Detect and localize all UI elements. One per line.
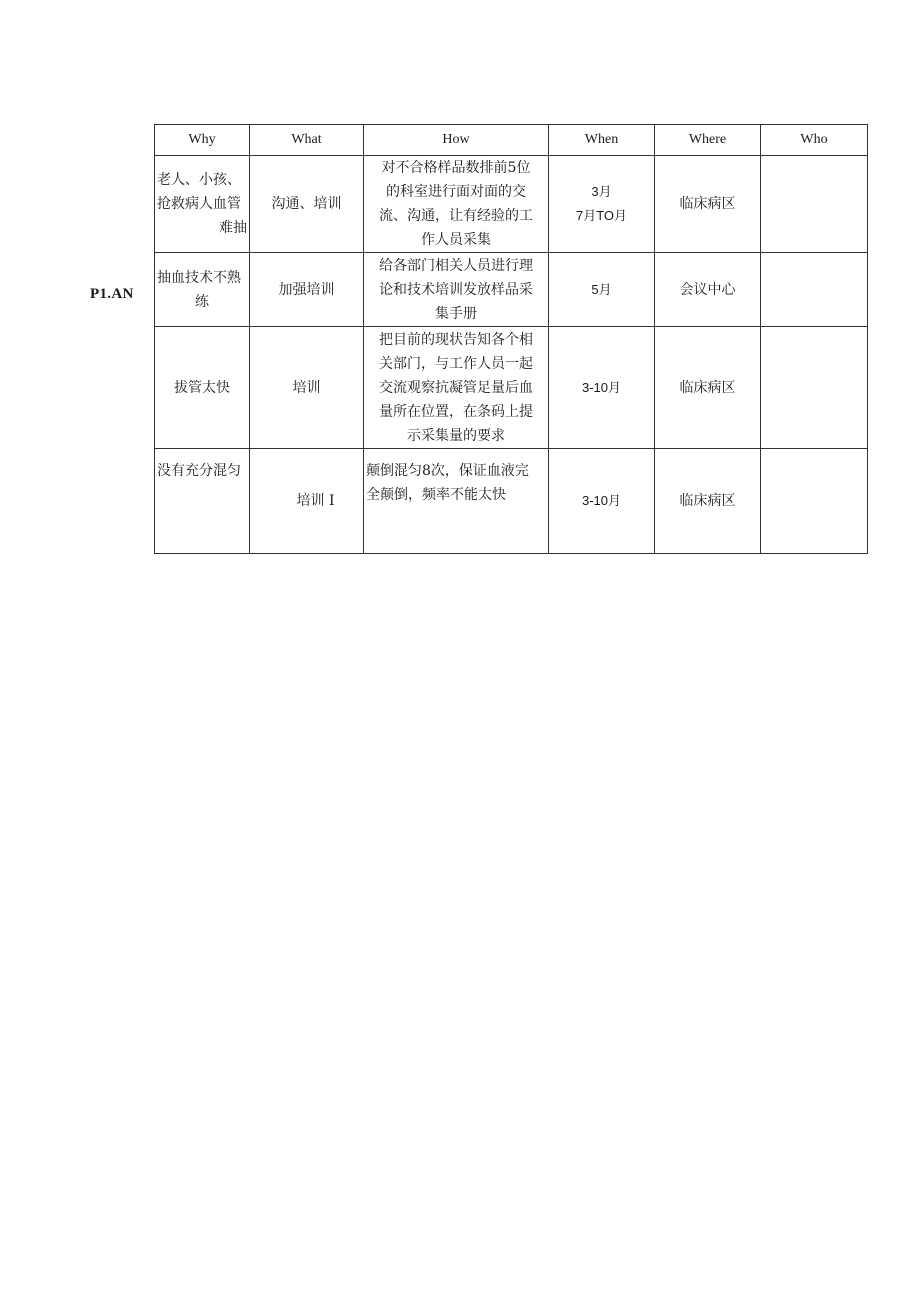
cell-line: 流、沟通，让有经验的工 [379,208,533,224]
cell-when [549,449,655,554]
cell-line: 的科室进行面对面的交 [386,184,526,200]
cell-who [761,253,868,327]
cell-where: 临床病区 [655,156,761,253]
cell-line: 5月 [591,281,612,297]
cell-what: 培训 I [250,449,364,554]
cell-why [155,253,250,327]
cell-line: 7月TO月 [575,208,628,223]
cell-line: 集手册 [435,305,477,322]
cell-when [549,253,655,327]
cell-why [155,449,250,554]
table-row [155,449,868,554]
table-row [155,156,868,253]
cell-line: 把目前的现状告知各个相 [379,331,533,348]
header-when: When [549,125,655,156]
table-header-row [155,125,868,156]
cell-line: 示采集量的要求 [407,427,505,444]
cell-line: 量所在位置，在条码上提 [379,403,533,420]
cell-line: 3-10月 [581,379,622,395]
cell-line: 抢救病人血管 [157,196,241,212]
cell-line: 论和技术培训发放样品采 [379,281,533,298]
cell-when [549,156,655,253]
cell-line: 没有充分混匀 [157,463,241,479]
plan-table [154,124,868,554]
cell-line: 全颠倒，频率不能太快 [366,487,506,503]
cell-when [549,327,655,449]
cell-line: 关部门，与工作人员一起 [379,355,533,372]
cell-line: 难抽 [219,220,247,236]
cell-line: 练 [195,293,209,310]
cell-where: 临床病区 [655,327,761,449]
cell-why [155,156,250,253]
header-who: Who [761,125,868,156]
cell-why [155,327,250,449]
cell-line: 3-10月 [581,493,622,508]
cell-what: 加强培训 [250,253,364,327]
cell-line: 给各部门相关人员进行理 [379,257,533,274]
cell-where: 会议中心 [655,253,761,327]
cell-line: 颠倒混匀8次，保证血液完 [366,463,529,479]
header-how: How [364,125,549,156]
cell-line: 老人、小孩、 [157,172,241,188]
cell-line: 3月 [591,184,612,199]
section-label-plan: P1.AN [90,286,134,302]
cell-line: 作人员采集 [421,232,491,248]
table-row [155,253,868,327]
cell-where: 临床病区 [655,449,761,554]
cell-how [364,327,549,449]
cell-who [761,327,868,449]
cell-how [364,449,549,554]
cell-line: 对不合格样品数排前5位 [381,160,531,176]
cell-what: 沟通、培训 [250,156,364,253]
cell-who [761,449,868,554]
cell-line: 拔管太快 [174,379,230,396]
cell-line: 交流观察抗凝管足量后血 [379,379,533,396]
cell-how [364,156,549,253]
cell-who [761,156,868,253]
header-what: What [250,125,364,156]
header-where: Where [655,125,761,156]
cell-line: 抽血技术不熟 [157,269,241,286]
cell-how [364,253,549,327]
cell-what: 培训 [250,327,364,449]
header-why: Why [155,125,250,156]
table-row [155,327,868,449]
